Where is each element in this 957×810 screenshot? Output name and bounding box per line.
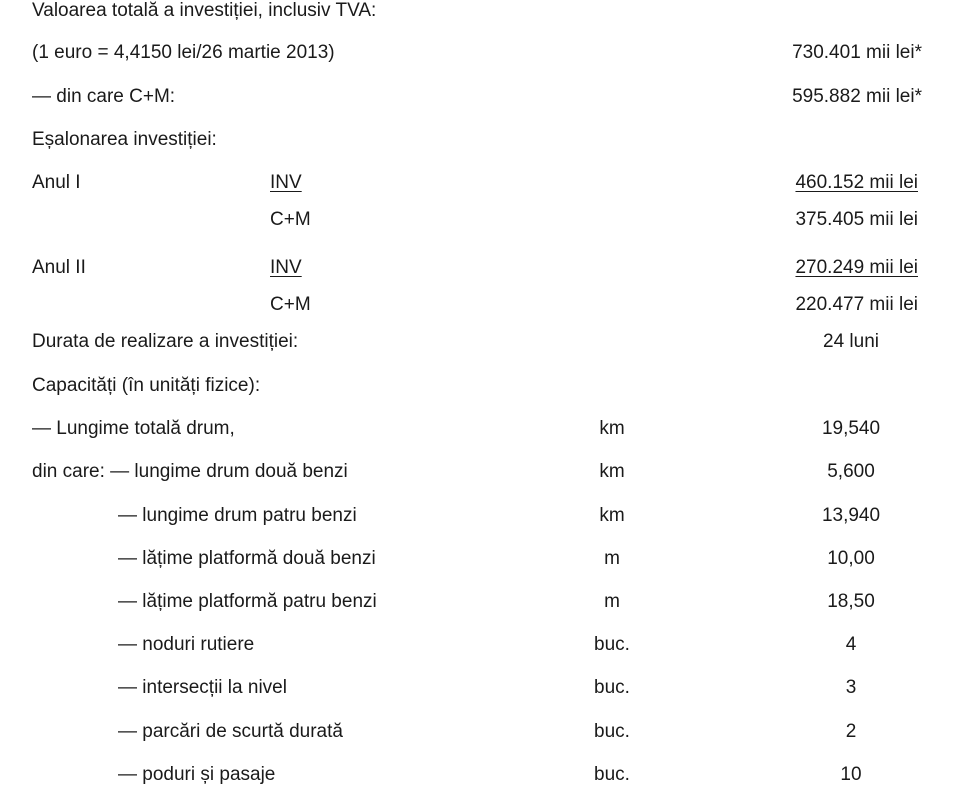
capacity-row-value: 5,600 — [827, 461, 875, 482]
duration-value: 24 luni — [823, 331, 879, 352]
capacity-row-label: — Lungime totală drum, — [32, 418, 235, 439]
inv-value: 270.249 mii lei — [795, 257, 918, 278]
cm-sub-value: 220.477 mii lei — [795, 294, 918, 315]
capacity-row-value: 13,940 — [821, 505, 881, 526]
capacity-row-label: — poduri și pasaje — [118, 764, 276, 785]
capacity-row-value: 18,50 — [827, 591, 875, 612]
capacity-row-value: 3 — [845, 677, 857, 698]
capacity-row-value: 4 — [845, 634, 857, 655]
capacity-row-label: — intersecții la nivel — [118, 677, 287, 698]
schedule-title: Eșalonarea investiției: — [32, 129, 217, 150]
cm-value: 595.882 mii lei* — [792, 86, 922, 107]
inv-label: INV — [270, 257, 302, 278]
capacity-row-unit: buc. — [594, 634, 630, 655]
exchange-rate-label: (1 euro = 4,4150 lei/26 martie 2013) — [32, 42, 335, 63]
capacity-row-unit: buc. — [594, 764, 630, 785]
duration-label: Durata de realizare a investiției: — [32, 331, 299, 352]
cm-sub-value: 375.405 mii lei — [795, 209, 918, 230]
inv-value: 460.152 mii lei — [795, 172, 918, 193]
total-investment-label: Valoarea totală a investiției, inclusiv TVA: — [32, 0, 377, 21]
capacity-row-label: — lățime platformă două benzi — [118, 548, 376, 569]
capacity-row-value: 10 — [840, 764, 862, 785]
inv-label: INV — [270, 172, 302, 193]
capacity-row-label: — lățime platformă patru benzi — [118, 591, 377, 612]
capacity-row-value: 19,540 — [821, 418, 881, 439]
year-label: Anul II — [32, 257, 86, 278]
capacities-title: Capacități (în unități fizice): — [32, 375, 261, 396]
total-investment-value: 730.401 mii lei* — [792, 42, 922, 63]
capacity-row-unit: buc. — [594, 677, 630, 698]
capacity-row-unit: km — [599, 418, 625, 439]
cm-label: — din care C+M: — [32, 86, 176, 107]
capacity-row-label: — parcări de scurtă durată — [118, 721, 343, 742]
capacity-row-unit: m — [604, 591, 620, 612]
capacity-row-unit: buc. — [594, 721, 630, 742]
cm-sub-label: C+M — [270, 209, 311, 230]
capacity-row-unit: km — [599, 461, 625, 482]
cm-sub-label: C+M — [270, 294, 311, 315]
capacity-row-unit: m — [604, 548, 620, 569]
capacity-row-value: 10,00 — [827, 548, 875, 569]
capacity-row-value: 2 — [845, 721, 857, 742]
capacity-row-unit: km — [599, 505, 625, 526]
capacity-row-label: — lungime drum patru benzi — [118, 505, 357, 526]
year-label: Anul I — [32, 172, 81, 193]
capacity-row-label: din care: — lungime drum două benzi — [32, 461, 348, 482]
capacity-row-label: — noduri rutiere — [118, 634, 255, 655]
